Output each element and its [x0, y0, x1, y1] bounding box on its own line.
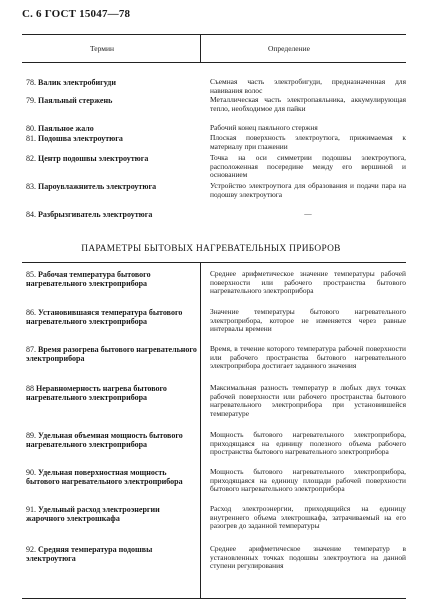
section-title: ПАРАМЕТРЫ БЫТОВЫХ НАГРЕВАТЕЛЬНЫХ ПРИБОРОВ — [81, 244, 341, 254]
definition-82: Точка на оси симметрии подошвы электроутюга, расположенная посередине между его вершиной и основанием — [210, 153, 406, 180]
definition-86: Значение температуры бытового нагревательного электроприбора, которое не изменяется через равные интервалы времени — [210, 307, 406, 334]
term-90: 90. Удельная поверхностная мощность бытового нагревательного электроприбора — [26, 468, 183, 487]
column-header-term: Термин — [90, 44, 115, 53]
definition-79: Металлическая часть электропаяльника, аккумулирующая тепло, необходимое для пайки — [210, 95, 406, 113]
term-85: 85. Рабочая температура бытового нагревательного электроприбора — [26, 270, 151, 289]
definition-85: Среднее арифметическое значение температуры рабочей поверхности или рабочего пространства бытового нагревательного электроприбора — [210, 269, 406, 296]
term-87: 87. Время разогрева бытового нагревательного электроприбора — [26, 345, 197, 364]
definition-89: Мощность бытового нагревательного электроприбора, приходящаяся на единицу полезного объема рабочего пространства бытового нагревательного электроприбора — [210, 430, 406, 457]
term-81: 81. Подошва электроутюга — [26, 134, 123, 143]
definition-83: Устройство электроутюга для образования и подачи пара на подошву электроутюга — [210, 181, 406, 199]
term-89: 89. Удельная объемная мощность бытового нагревательного электроприбора — [26, 431, 183, 450]
column-divider — [200, 34, 201, 62]
definition-91: Расход электроэнергии, приходящийся на единицу внутреннего объема электрошкафа, затрачиваемый на его разогрев до заданной температуры — [210, 504, 406, 531]
term-88: 88 Неравномерность нагрева бытового нагревательного электроприбора — [26, 384, 167, 403]
term-79: 79. Паяльный стержень — [26, 96, 113, 105]
term-82: 82. Центр подошвы электроутюга — [26, 154, 149, 163]
definition-88: Максимальная разность температур в любых двух точках рабочей поверхности или рабочего пространства бытового нагревательного электроприбора при установившейся температуре — [210, 383, 406, 418]
term-83: 83. Пароувлажнитель электроутюга — [26, 182, 157, 191]
page-header: С. 6 ГОСТ 15047—78 — [22, 8, 131, 20]
table2-bottom-rule — [22, 598, 406, 599]
definition-92: Среднее арифметическое значение температур в установленных точках подошвы электроутюга на данной ступени регулирования — [210, 544, 406, 571]
term-91: 91. Удельный расход электроэнергии жарочного электрошкафа — [26, 505, 160, 524]
column-header-definition: Определение — [268, 44, 310, 53]
term-80: 80. Паяльное жало — [26, 124, 94, 133]
definition-78: Съемная часть электробигуди, предназначенная для навивания волос — [210, 77, 406, 95]
definition-80: Рабочий конец паяльного стержня — [210, 123, 318, 132]
definition-84: — — [304, 209, 312, 218]
table2-top-rule — [22, 262, 406, 263]
definition-90: Мощность бытового нагревательного электроприбора, приходящаяся на единицу площади рабочей поверхности бытового нагревательного электроприбора — [210, 467, 406, 494]
term-84: 84. Разбрызгиватель электроутюга — [26, 210, 153, 219]
term-92: 92. Средняя температура подошвы электроутюга — [26, 545, 153, 564]
table-top-rule — [22, 34, 406, 35]
definition-87: Время, в течение которого температура рабочей поверхности или рабочего пространства бытового нагревательного электроприбора достигает заданного значения — [210, 344, 406, 371]
definition-81: Плоская поверхность электроутюга, прижимаемая к материалу при глажении — [210, 133, 406, 151]
table-header-rule — [22, 62, 406, 63]
term-78: 78. Валик электробигуди — [26, 78, 116, 87]
column-divider-2 — [200, 262, 201, 598]
term-86: 86. Установившаяся температура бытового нагревательного электроприбора — [26, 308, 183, 327]
